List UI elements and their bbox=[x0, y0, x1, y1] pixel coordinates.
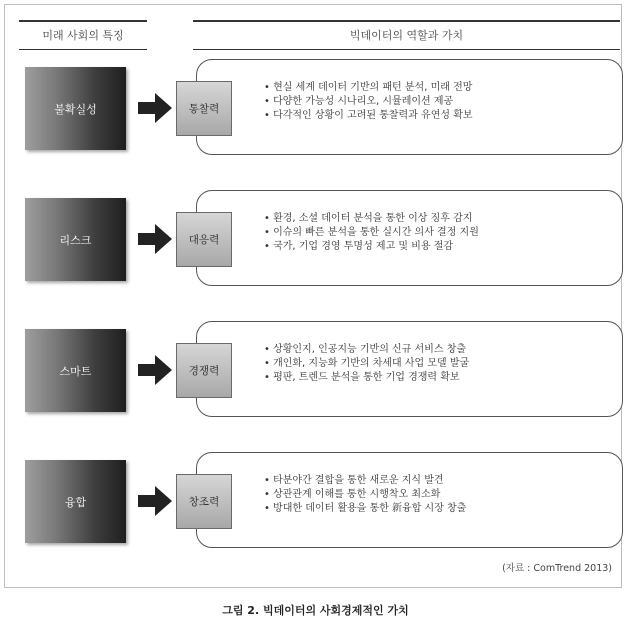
row-risk bbox=[0, 198, 631, 292]
role-box: 창조력 bbox=[176, 474, 232, 529]
role-points bbox=[264, 343, 469, 385]
feature-box: 스마트 bbox=[25, 329, 126, 412]
header-future-features: 미래 사회의 특징 bbox=[19, 20, 147, 50]
row-uncertainty bbox=[0, 67, 631, 161]
figure-caption: 그림 2. 빅데이터의 사회경제적인 가치 bbox=[222, 604, 409, 617]
point-item: • 평판, 트렌드 분석을 통한 기업 경쟁력 확보 bbox=[264, 371, 469, 385]
arrow-right-icon bbox=[138, 355, 172, 385]
source-note: (자료 : ComTrend 2013) bbox=[502, 563, 612, 574]
role-box: 통찰력 bbox=[176, 81, 232, 136]
point-item: • 국가, 기업 경영 투명성 제고 및 비용 절감 bbox=[264, 240, 479, 254]
point-item: • 다각적인 상황이 고려된 통찰력과 유연성 확보 bbox=[264, 109, 473, 123]
arrow-right-icon bbox=[138, 486, 172, 516]
header-bigdata-roles: 빅데이터의 역할과 가치 bbox=[193, 20, 620, 50]
role-box: 대응력 bbox=[176, 212, 232, 267]
point-item: • 다양한 가능성 시나리오, 시뮬레이션 제공 bbox=[264, 95, 473, 109]
feature-box: 리스크 bbox=[25, 198, 126, 281]
point-item: • 상황인지, 인공지능 기반의 신규 서비스 창출 bbox=[264, 343, 469, 357]
point-item: • 이슈의 빠른 분석을 통한 실시간 의사 결정 지원 bbox=[264, 226, 479, 240]
role-points bbox=[264, 212, 479, 254]
role-points bbox=[264, 81, 473, 123]
role-box: 경쟁력 bbox=[176, 343, 232, 398]
feature-box: 불확실성 bbox=[25, 67, 126, 150]
arrow-right-icon bbox=[138, 93, 172, 123]
feature-box: 융합 bbox=[25, 460, 126, 543]
role-points bbox=[264, 474, 466, 516]
row-convergence bbox=[0, 460, 631, 554]
point-item: • 개인화, 지능화 기반의 차세대 사업 모델 발굴 bbox=[264, 357, 469, 371]
point-item: • 방대한 데이터 활용을 통한 新융합 시장 창출 bbox=[264, 502, 466, 516]
row-smart bbox=[0, 329, 631, 423]
point-item: • 환경, 소셜 데이터 분석을 통한 이상 징후 감지 bbox=[264, 212, 479, 226]
point-item: • 타분야간 결합을 통한 새로운 지식 발견 bbox=[264, 474, 466, 488]
point-item: • 상관관계 이해를 통한 시행착오 최소화 bbox=[264, 488, 466, 502]
arrow-right-icon bbox=[138, 224, 172, 254]
point-item: • 현실 세계 데이터 기반의 패턴 분석, 미래 전망 bbox=[264, 81, 473, 95]
